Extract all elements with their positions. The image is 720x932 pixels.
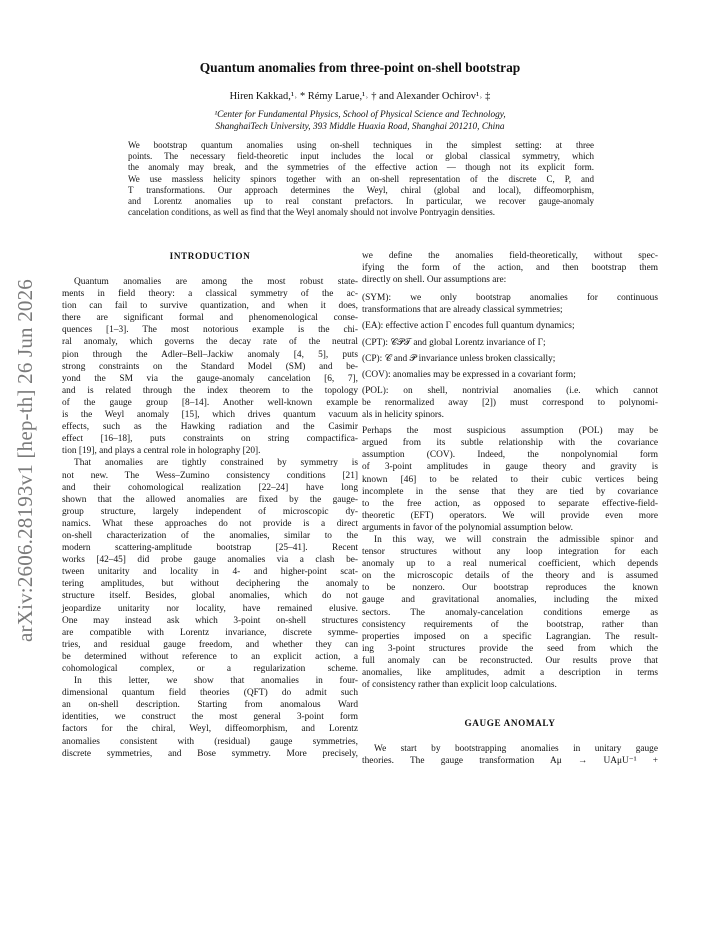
arxiv-identifier-stamp: arXiv:2606.28193v1 [hep-th] 26 Jun 2026 xyxy=(12,278,37,642)
text-line: ifying the form of the action, and then bootstrap them xyxy=(362,263,658,274)
affiliation-line: ShanghaiTech University, 393 Middle Huaxia Road, Shanghai 201210, China xyxy=(215,122,505,132)
text-line: factors for the chiral, Weyl, diffeomorphism, and Lorentz xyxy=(62,724,358,735)
text-line: transformations that are already classical symmetries; xyxy=(362,305,563,316)
paragraph xyxy=(62,457,358,675)
text-line: to the free action, as opposed to separate effective-field- xyxy=(362,498,658,509)
assumption-item xyxy=(362,292,658,316)
text-line: consistency requirements of the bootstrap, rather than xyxy=(362,619,658,630)
text-line: full anomaly can be reconstructed. Our results prove that xyxy=(362,655,658,666)
text-line: structure itself. Besides, global anomalies, which do not xyxy=(62,591,358,602)
assumption-item xyxy=(362,337,658,349)
text-line: of 3-point amplitudes in gauge theory and gravity is xyxy=(362,462,658,473)
text-line: incomplete in the sense that they are tied by covariance xyxy=(362,486,658,497)
text-line: directly on shell. Our assumptions are: xyxy=(362,275,507,286)
text-line: (CPT): 𝒞𝒫𝒯 and global Lorentz invariance of Γ; xyxy=(362,337,546,348)
text-line: is the Weyl anomaly [15], which drives quantum vacuum xyxy=(62,410,358,421)
text-line: theoretic (EFT) operators. We will provide even more xyxy=(362,510,658,521)
text-line: (EA): effective action Γ encodes full quantum dynamics; xyxy=(362,321,575,332)
text-line: effects, such as the Hawking radiation and the Casimir xyxy=(62,422,358,433)
text-line: jeopardize unitarity nor locality, have remained elusive. xyxy=(62,603,358,614)
text-line: on-shell characterization of the anomalies, similar to the xyxy=(62,530,358,541)
text-line: effect [16–18], puts constraints on string compactifica- xyxy=(62,434,358,445)
text-line: to be nonzero. Our bootstrap reproduces the known xyxy=(362,583,658,594)
text-line: modern scattering-amplitude bootstrap [25–41]. Recent xyxy=(62,543,358,554)
text-line: of the gauge group [8–14]. Another well-known example xyxy=(62,397,358,408)
text-line: argued from its subtle relationship with the covariance xyxy=(362,438,658,449)
text-line: tering amplitudes, but without deciphering the anomaly xyxy=(62,579,358,590)
text-line: cohomological complex, or a regularization scheme. xyxy=(62,664,358,674)
assumption-item xyxy=(362,353,658,365)
text-line: and is related through the index theorem to the topology xyxy=(62,385,358,396)
text-line: identities, we construct the most general 3-point form xyxy=(62,712,358,723)
left-column xyxy=(62,250,358,760)
affiliation-line: ¹Center for Fundamental Physics, School of Physical Science and Technology, xyxy=(214,110,506,120)
abstract-line: T transformations. Our approach determines the Weyl, chiral (global and local), diffeomorphism, xyxy=(128,184,594,195)
text-line: anomalies, like amplitudes, admit a description in terms xyxy=(362,668,658,678)
text-line: tion [19], and plays a central role in holography [20]. xyxy=(62,446,261,457)
text-line: namics. What these approaches do not provide is a direct xyxy=(62,518,358,529)
text-line: discrete symmetries, and Bose symmetry. More precisely, xyxy=(62,748,358,759)
section-heading-introduction: INTRODUCTION xyxy=(169,251,251,261)
paragraph xyxy=(62,675,358,760)
right-column xyxy=(362,250,658,767)
text-line: tween unitarity and locality in 4- and higher-point scat- xyxy=(62,567,358,578)
text-line: In this letter, we show that anomalies in four- xyxy=(74,676,358,687)
text-line: not new. The Wess–Zumino consistency conditions [21] xyxy=(62,470,358,481)
text-line: (SYM): we only bootstrap anomalies for continuous xyxy=(362,293,658,304)
text-line: there are significant formal and phenomenological conse- xyxy=(62,313,358,324)
text-line: and their cohomological realization [22–24] have long xyxy=(62,482,358,493)
section-heading-gauge-anomaly: GAUGE ANOMALY xyxy=(464,718,556,729)
assumption-item xyxy=(362,385,658,421)
text-line: That anomalies are tightly constrained by symmetry is xyxy=(74,458,358,469)
text-line: shown that the allowed anomalies are fixed by the gauge- xyxy=(62,494,358,505)
text-line: (CP): 𝒞 and 𝒫 invariance unless broken classically; xyxy=(362,353,556,364)
assumption-list xyxy=(362,292,658,421)
text-line: an on-shell description. Starting from anomalous Ward xyxy=(62,700,358,711)
assumption-item xyxy=(362,320,658,332)
text-line: ing 3-point structures provide the seed from which the xyxy=(362,643,658,654)
author-list: Hiren Kakkad,¹˒ * Rémy Larue,¹˒ † and Alexander Ochirov¹˒ ‡ xyxy=(229,91,491,102)
text-line: gauge and gravitational anomalies, including the mixed xyxy=(362,595,658,606)
paragraph xyxy=(62,276,358,457)
text-line: (POL): on shell, nontrivial anomalies (i.e. which cannot xyxy=(362,385,658,396)
text-line: assumption (COV). Indeed, the nonpolynomial form xyxy=(362,450,658,461)
text-line: arguments in favor of the polynomial assumption below. xyxy=(362,522,573,533)
text-line: strong constraints on the Standard Model (SM) and be- xyxy=(62,361,358,372)
text-line: tensor structures without any loop integration for each xyxy=(362,547,658,558)
assumption-item xyxy=(362,369,658,381)
abstract xyxy=(128,140,594,218)
abstract-line: and Lorentz anomalies up to real constant prefactors. In particular, we recover gauge-anomaly xyxy=(128,196,594,207)
text-line: dimensional quantum field theories (QFT) do admit such xyxy=(62,688,358,699)
abstract-line: the anomaly may break, and the symmetries of the effective action — though not its explicit form. xyxy=(128,162,594,173)
text-line: are compatible with Lorentz invariance, discrete symme- xyxy=(62,627,358,638)
text-line: we define the anomalies field-theoretically, without spec- xyxy=(362,251,658,261)
abstract-line: points. The necessary field-theoretic input includes the local or global classical symmetry, which xyxy=(128,151,594,162)
text-line: Perhaps the most suspicious assumption (POL) may be xyxy=(362,426,658,437)
text-line: als in helicity spinors. xyxy=(362,410,445,421)
affiliation xyxy=(0,109,720,133)
text-line: known [46] to be related to their cubic vertices being xyxy=(362,474,658,485)
text-line: ments in field theory: a classical symmetry of the ac- xyxy=(62,289,358,300)
text-line: of consistency rather than explicit loop calculations. xyxy=(362,680,557,691)
text-line: works [42–45] did probe gauge anomalies via a clash be- xyxy=(62,555,358,566)
paragraph xyxy=(362,743,658,767)
text-line: pion through the Adler–Bell–Jackiw anomaly [4, 5], puts xyxy=(62,349,358,360)
abstract-line: cancelation conditions, as well as find that the Weyl anomaly should not involve Pontryagin densities. xyxy=(128,207,496,218)
text-line: anomalies consistent with (residual) gauge symmetries, xyxy=(62,736,358,747)
text-line: be renormalized away [2]) must correspond to polynomi- xyxy=(362,397,658,408)
text-line: Quantum anomalies are among the most robust state- xyxy=(74,277,358,287)
text-line: One may instead ask which 3-point on-shell structures xyxy=(62,615,358,626)
text-line: tries, and residual gauge freedom, and whether they can xyxy=(62,639,358,650)
text-line: We start by bootstrapping anomalies in unitary gauge xyxy=(374,744,658,755)
paragraph xyxy=(362,250,658,286)
text-line: be determined without reference to an explicit action, a xyxy=(62,651,358,662)
text-line: sectors. The anomaly-cancelation conditions emerge as xyxy=(362,607,658,618)
text-line: group structure, largely independent of microscopic dy- xyxy=(62,506,358,517)
text-line: theories. The gauge transformation Aμ → UAμU⁻¹ + xyxy=(362,756,658,767)
text-line: In this way, we will constrain the admissible spinor and xyxy=(374,534,658,545)
abstract-line: We bootstrap quantum anomalies using on-shell techniques in the simplest setting: at three xyxy=(128,140,594,150)
paper-title: Quantum anomalies from three-point on-shell bootstrap xyxy=(199,60,521,75)
text-line: tion can fail to survive quantization, and when it does, xyxy=(62,301,358,312)
text-line: yond the SM via the gauge-anomaly cancelation [6, 7], xyxy=(62,373,358,384)
text-line: (COV): anomalies may be expressed in a covariant form; xyxy=(362,369,576,380)
text-line: on the microscopic details of the theory and is assumed xyxy=(362,571,658,582)
text-line: anomaly up to a real numerical coefficient, which depends xyxy=(362,559,658,570)
text-line: ral anomaly, which governs the decay rate of the neutral xyxy=(62,337,358,348)
abstract-line: We use massless helicity spinors together with an on-shell representation of the discrete C, P, and xyxy=(128,173,594,184)
paragraph xyxy=(362,534,658,691)
text-line: properties imposed on a specific Lagrangian. The result- xyxy=(362,631,658,642)
paragraph xyxy=(362,425,658,534)
text-line: quences [1–3]. The most notorious example is the chi- xyxy=(62,325,358,336)
